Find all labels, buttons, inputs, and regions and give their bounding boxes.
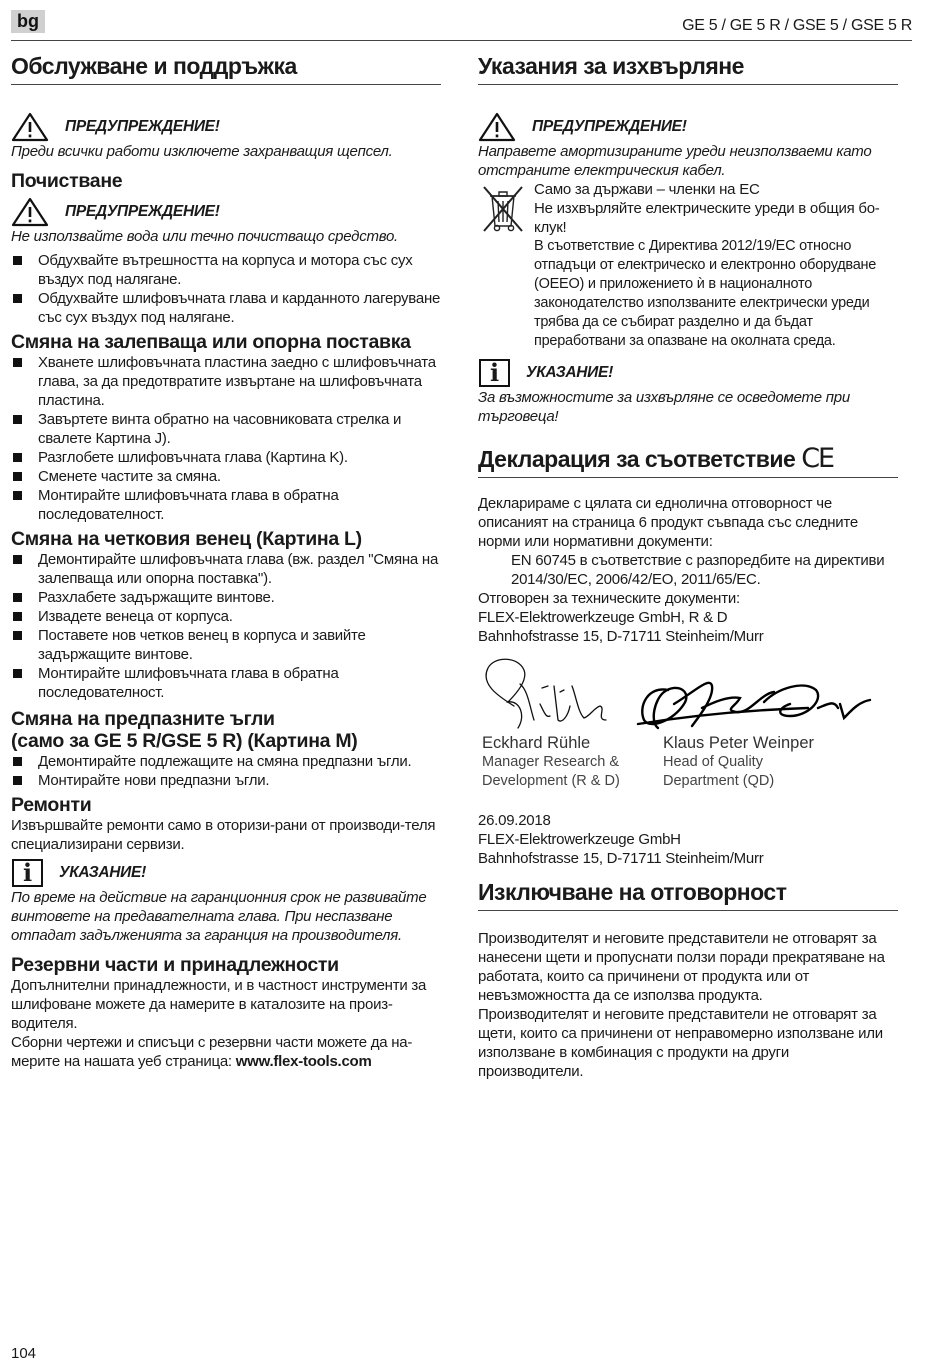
list-item: Разхлабете задържащите винтове. [11,588,441,607]
info-text: По време на действие на гаранционния срок не развивайте винтовете на предавателната глава. При неспазване отпадат задълженията за гаранция на производителя. [11,889,427,944]
signer-name: Eckhard Rühle [482,734,591,752]
website-link[interactable]: www.flex-tools.com [235,1053,372,1070]
spare-parts-text: Допълнителни принадлежности, и в частност инструменти за шлифоване можете да намерите в каталозите на произ-водителя. [11,977,427,1032]
language-badge: bg [11,10,45,33]
warning-notice [478,112,898,142]
list-item: Извадете венеца от корпуса. [11,607,441,626]
repairs-title: Ремонти [11,794,92,816]
list-item: Сменете частите за смяна. [11,467,441,486]
disposal-title: Указания за изхвърляне [478,52,898,85]
declaration-date: 26.09.2018 [478,812,551,829]
signer-role: Development (R & D) [482,773,620,789]
signer-role: Department (QD) [663,773,775,789]
signer-ruehle [482,734,620,791]
liability-title: Изключване на отговорност [478,878,898,911]
signatures [478,646,898,811]
warning-notice [11,112,441,142]
declaration-company2: FLEX-Elektrowerkzeuge GmbH [478,831,681,848]
info-notice [478,358,898,388]
pad-title: Смяна на залепваща или опорна поставка [11,331,411,353]
corners-title-line2: (само за GE 5 R/GSE 5 R) (Картина M) [11,730,358,752]
list-item: Монтирайте шлифовъчната глава в обратна последователност. [11,664,441,702]
info-notice [11,858,441,888]
signer-role: Manager Research & [482,754,620,770]
right-column [478,52,898,1081]
signer-name: Klaus Peter Weinper [663,734,815,752]
repairs-text: Извършвайте ремонти само в оторизи-рани от производи-теля специализирани сервизи. [11,817,436,853]
info-label: УКАЗАНИЕ! [59,864,146,881]
spare-parts-text2 [11,1033,441,1071]
warning-notice [11,197,441,227]
declaration-title-text: Декларация за съответствие [478,446,796,472]
declaration-company: FLEX-Elektrowerkzeuge GmbH, R & D [478,609,728,626]
list-item: Поставете нов четков венец в корпуса и завийте задържащите винтове. [11,626,441,664]
declaration-title [478,445,898,478]
corners-list [11,752,441,790]
list-item: Разглобете шлифовъчната глава (Картина K). [11,448,441,467]
eu-only-text: Само за държави – членки на ЕС [534,181,760,198]
cleaning-title: Почистване [11,170,123,192]
warning-label: ПРЕДУПРЕЖДЕНИЕ! [65,118,220,135]
declaration-responsible: Отговорен за техническите документи: [478,590,740,607]
list-item: Демонтирайте подлежащите на смяна предпазни ъгли. [11,752,441,771]
info-icon [479,359,510,387]
brush-title: Смяна на четковия венец (Картина L) [11,528,362,550]
cleaning-list [11,251,441,327]
liability-text1: Производителят и неговите представители не отговарят за нанесени щети и пропуснати ползи поради прекратяване на работата, които са причинени от продукта или от невъзможността да се използва продукта. [478,930,885,1004]
list-item: Обдухвайте вътрешността на корпуса и мотора със сух въздух под налягане. [11,251,441,289]
warning-triangle-icon [11,197,49,227]
left-column [11,52,441,1071]
brush-list [11,550,441,702]
list-item: Хванете шлифовъчната пластина заедно с шлифовъчната глава, за да предотвратите извъртане на шлифовъчната пластина. [11,353,441,410]
signer-weinper [663,734,814,791]
info-text: За възможностите за изхвърляне се осведомете при търговеца! [478,389,850,425]
warning-text: Преди всички работи изключете захранващия щепсел. [11,143,393,160]
spare-parts-title: Резервни части и принадлежности [11,954,339,976]
declaration-address2: Bahnhofstrasse 15, D-71711 Steinheim/Murr [478,850,764,867]
model-title: GE 5 / GE 5 R / GSE 5 / GSE 5 R [682,17,912,34]
spare-parts-text2-body: Сборни чертежи и списъци с резервни части можете да на-мерите на нашата уеб страница: [11,1034,413,1070]
info-label: УКАЗАНИЕ! [526,364,613,381]
maintenance-title: Обслужване и поддръжка [11,52,441,85]
crossed-bin-icon [478,182,528,234]
page-number: 104 [11,1345,37,1362]
warning-text: Направете амортизираните уреди неизползваеми като отстраните електрическия кабел. [478,143,872,179]
list-item: Монтирайте шлифовъчната глава в обратна последователност. [11,486,441,524]
ce-mark: CE [801,443,834,474]
warning-text: Не използвайте вода или течно почистващо средство. [11,228,398,245]
corners-title-line1: Смяна на предпазните ъгли [11,708,275,730]
warning-triangle-icon [478,112,516,142]
warning-triangle-icon [11,112,49,142]
directive-text: В съответствие с Директива 2012/19/ЕС относно отпадъци от електрическо и електронно оборудване (ОЕЕО) и приложението ѝ в националното законодателство използваните електрически уреди трябва да се събират разделно и да бъдат преработвани за опазване на околната среда. [534,238,877,349]
signer-role: Head of Quality [663,754,763,770]
no-household-text: Не изхвърляйте електрическите уреди в общия бо-клук! [534,200,880,236]
warning-label: ПРЕДУПРЕЖДЕНИЕ! [532,118,687,135]
liability-text2: Производителят и неговите представители не отговарят за щети, които са причинени от неправомерно използване или използване в комбинация с продукти на други производители. [478,1006,883,1080]
warning-label: ПРЕДУПРЕЖДЕНИЕ! [65,203,220,220]
pad-list [11,353,441,524]
declaration-address: Bahnhofstrasse 15, D-71711 Steinheim/Murr [478,628,764,645]
weee-block [478,180,898,351]
info-icon [12,859,43,887]
list-item: Монтирайте нови предпазни ъгли. [11,771,441,790]
declaration-standard: EN 60745 в съответствие с разпоредбите на директиви 2014/30/EC, 2006/42/EO, 2011/65/EC. [511,552,885,588]
header-rule [11,40,912,41]
list-item: Завъртете винта обратно на часовниковата стрелка и свалете Картина J). [11,410,441,448]
declaration-intro: Декларираме с цялата си еднолична отговорност че описаният на страница 6 продукт съвпада със следните норми или нормативни документи: [478,495,858,550]
list-item: Демонтирайте шлифовъчната глава (вж. раздел "Смяна на залепваща или опорна поставка"). [11,550,441,588]
list-item: Обдухвайте шлифовъчната глава и карданното лагеруване със сух въздух под налягане. [11,289,441,327]
